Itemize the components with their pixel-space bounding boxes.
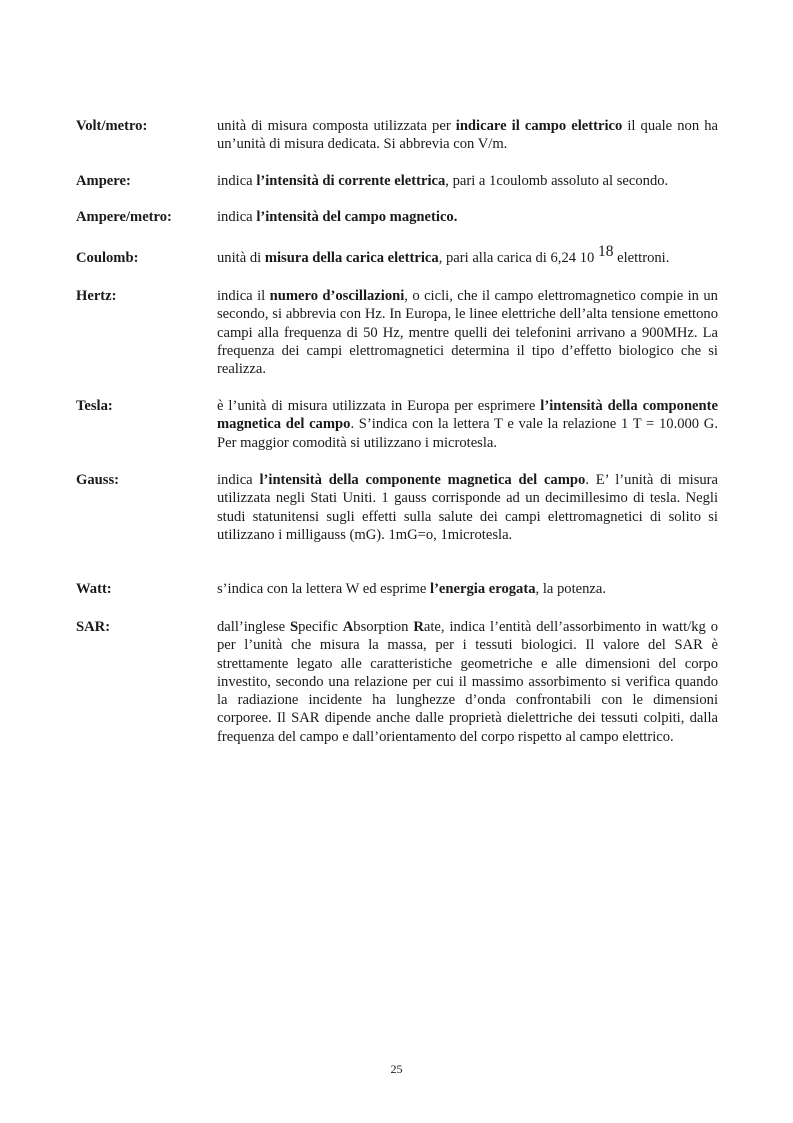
term-label: Ampere: — [76, 173, 131, 189]
definition-emphasis: R — [413, 619, 424, 635]
definition-text: pecific — [298, 619, 343, 635]
definition-text: ate, indica l’entità dell’assorbimento in watt/kg o per l’unità che misura la massa, per i tessuti biologici. Il valore del SAR è strettamente legato alle caratteristiche geometriche e alle dimensioni del corpo investito, secondo una relazione per cui il massimo assorbimento si verifica quando la radiazione incidente ha lunghezze d’onda confrontabili con le dimensioni corporee. Il SAR dipende anche dalle proprietà dielettriche dei tessuti colpiti, dalla frequenza del campo e dall’orientamento del corpo rispetto al campo elettrico. — [217, 619, 718, 745]
term-definition — [217, 618, 718, 746]
definition-emphasis: l’energia erogata — [430, 581, 536, 597]
definition-emphasis: numero d’oscillazioni — [269, 288, 405, 304]
definition-text: è l’unità di misura utilizzata in Europa per esprimere — [217, 398, 541, 414]
exponent: 18 — [597, 243, 614, 260]
definition-text: dall’inglese — [217, 619, 290, 635]
definition-text: . S’indica con la lettera T e vale la relazione 1 T = 10.000 G. Per maggior comodità si utilizzano i microtesla. — [217, 416, 718, 451]
term-definition — [217, 397, 718, 452]
definition-text: bsorption — [353, 619, 414, 635]
term-label: Watt: — [76, 581, 112, 597]
definition-emphasis: misura della carica elettrica — [264, 250, 439, 266]
term-label: Coulomb: — [76, 250, 139, 266]
definition-text: indica il — [217, 288, 270, 304]
definition-text: , la potenza. — [535, 581, 607, 597]
definition-text: , pari a 1coulomb assoluto al secondo. — [445, 173, 669, 189]
definition-text: , pari alla carica di 6,24 10 — [438, 250, 598, 266]
term-label: Hertz: — [76, 288, 117, 304]
definition-emphasis: l’intensità di corrente elettrica — [256, 173, 446, 189]
term-definition — [217, 208, 718, 226]
term-definition — [217, 243, 718, 267]
definition-emphasis: l’intensità della componente magnetica del campo — [217, 398, 718, 433]
term-definition — [217, 117, 718, 154]
definition-text: unità di misura composta utilizzata per — [217, 118, 456, 134]
definition-text: indica — [217, 173, 257, 189]
definition-text: unità di — [217, 250, 265, 266]
definition-text: s’indica con la lettera W ed esprime — [217, 581, 431, 597]
definition-text: indica — [217, 209, 257, 225]
term-label: Volt/metro: — [76, 118, 148, 134]
term-definition — [217, 172, 718, 190]
term-definition — [217, 580, 718, 598]
definition-text: elettroni. — [613, 250, 670, 266]
definition-emphasis: l’intensità della componente magnetica del campo — [259, 472, 586, 488]
definition-text: indica — [217, 472, 260, 488]
page-number: 25 — [390, 1062, 403, 1076]
term-label: Tesla: — [76, 398, 113, 414]
definition-emphasis: A — [342, 619, 354, 635]
definition-emphasis: indicare il campo elettrico — [455, 118, 623, 134]
term-label: Ampere/metro: — [76, 209, 172, 225]
term-definition — [217, 287, 718, 378]
term-label: SAR: — [76, 619, 111, 635]
term-label: Gauss: — [76, 472, 119, 488]
definition-text: il quale non ha un’unità di misura dedicata. Si abbrevia con V/m. — [217, 118, 718, 153]
definition-emphasis: l’intensità del campo magnetico. — [256, 209, 458, 225]
definition-emphasis: S — [290, 619, 299, 635]
definition-text: . E’ l’unità di misura utilizzata negli Stati Uniti. 1 gauss corrisponde ad un decimillesimo di tesla. Negli studi statunitensi sugli effetti sulla salute dei campi elettromagnetici di solito si utilizzano i milligauss (mG). 1mG=o, 1microtesla. — [217, 472, 719, 543]
definition-text: , o cicli, che il campo elettromagnetico compie in un secondo, si abbrevia con Hz. In Europa, le linee elettriche dell’alta tensione emettono campi alla frequenza di 50 Hz, mentre quelli dei telefonini arrivano a 900MHz. La frequenza dei campi elettromagnetici determina il tipo d’effetto biologico che si realizza. — [217, 288, 718, 378]
term-definition — [217, 471, 718, 544]
